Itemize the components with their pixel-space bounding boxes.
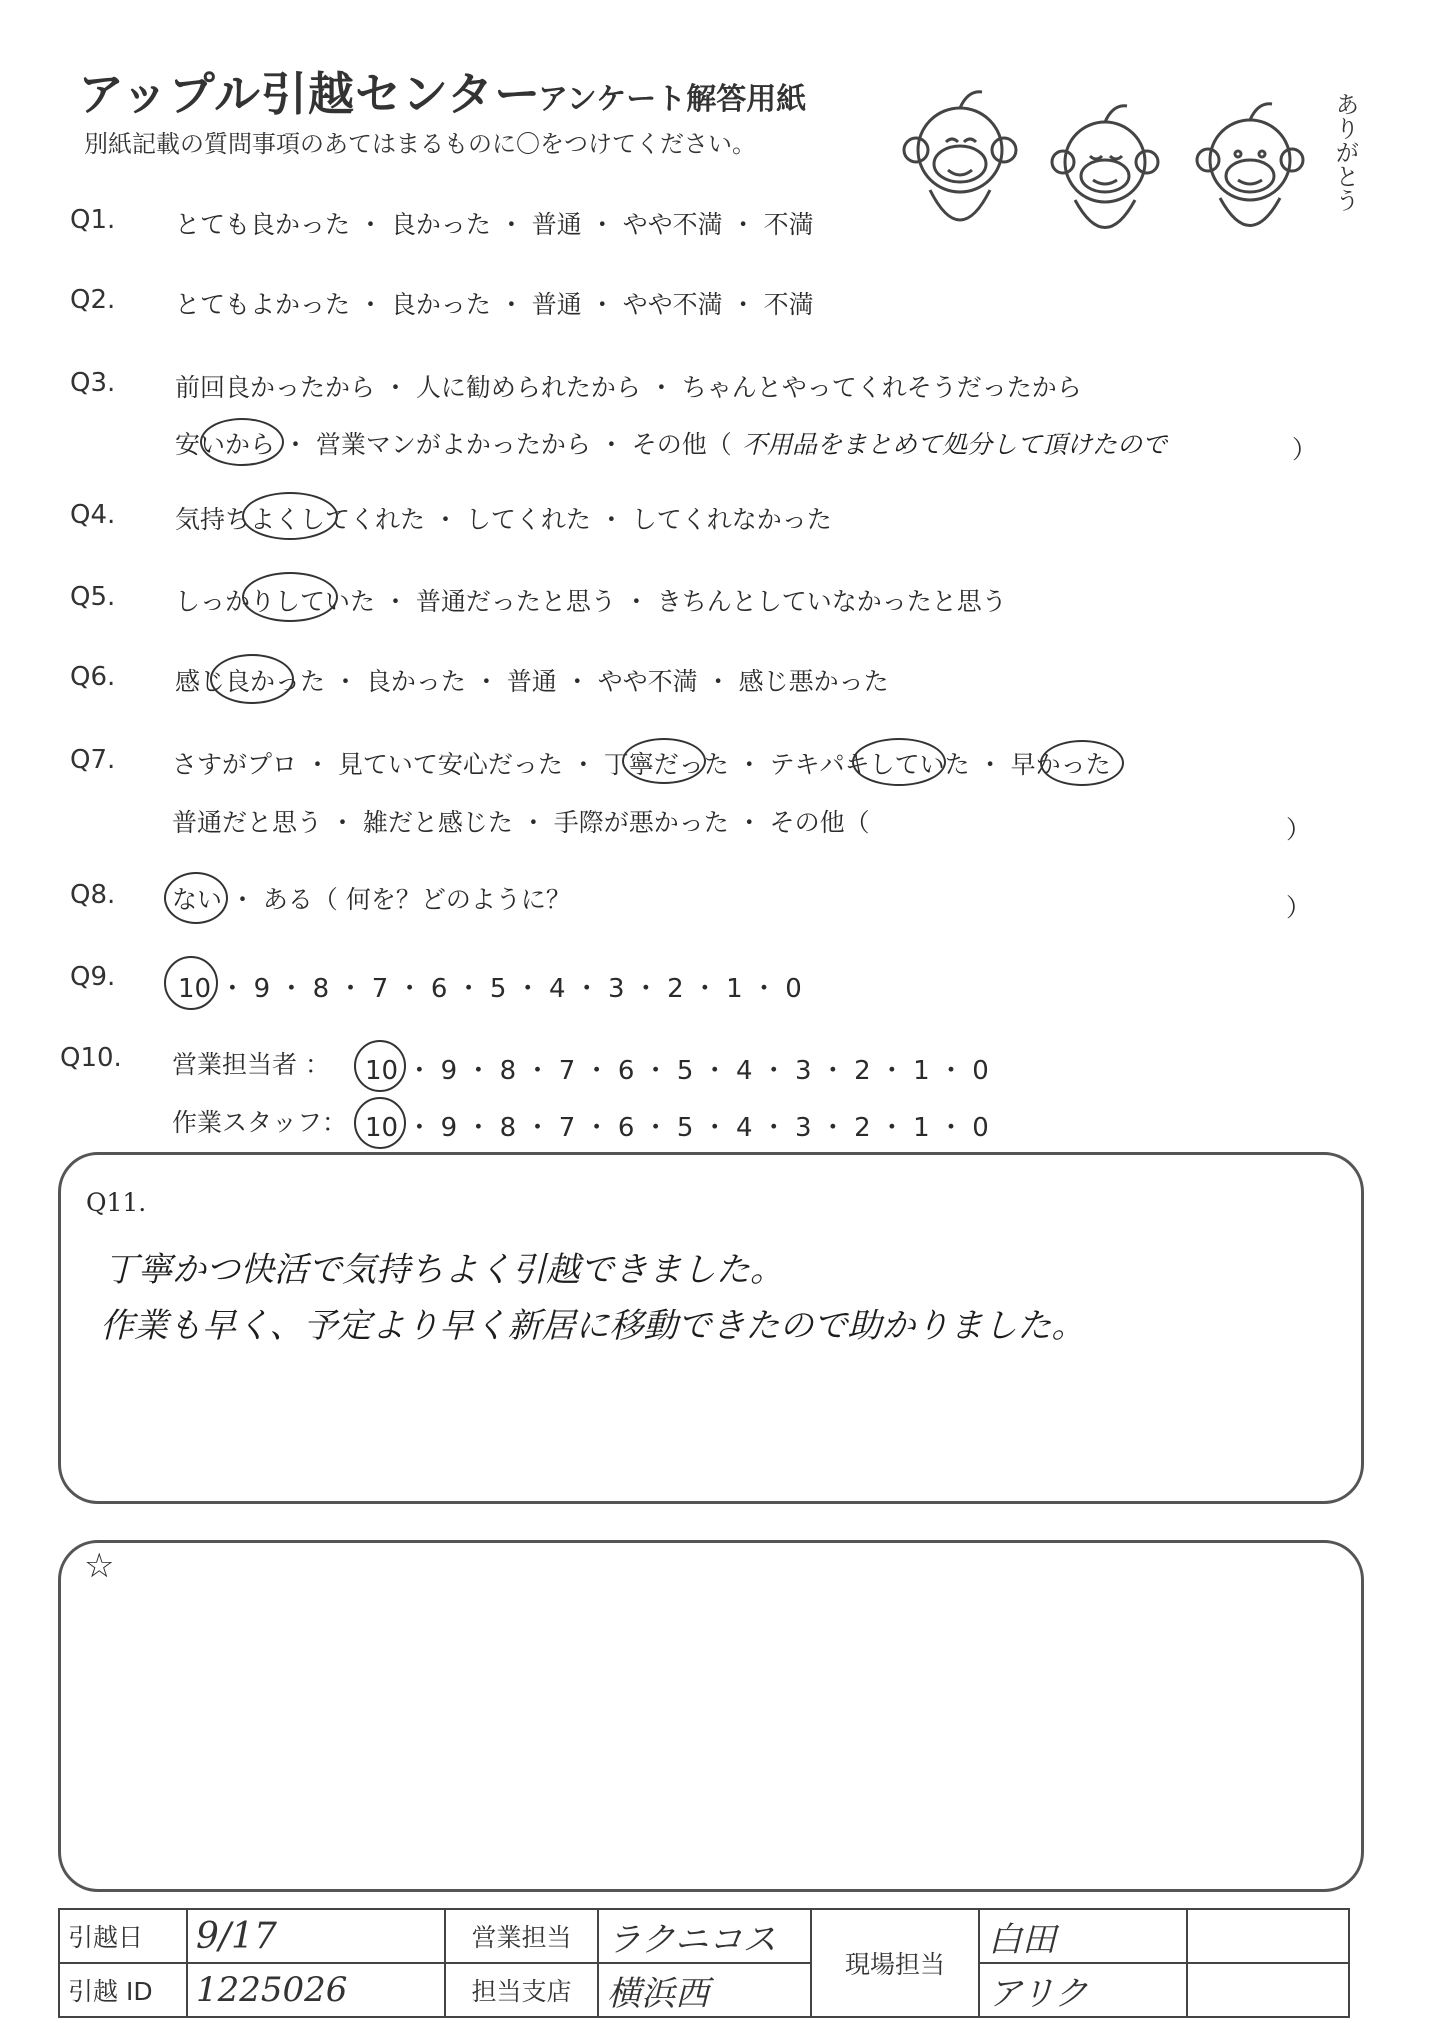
- footer-table: [58, 1908, 1350, 2018]
- move-date-label: 引越日: [59, 1909, 187, 1963]
- q7-options-line1: さすがプロ ・ 見ていて安心だった ・ 丁寧だった ・ テキパキしていた ・ 早かった: [172, 750, 1111, 779]
- q1-label: Q1.: [70, 205, 116, 235]
- thanks-text: ありがとう: [1331, 92, 1359, 212]
- q7-close-paren: ）: [1286, 815, 1312, 844]
- q8-label: Q8.: [70, 880, 116, 910]
- site-name-1: 白田: [979, 1909, 1187, 1963]
- q10-staff-label: 作業スタッフ：: [172, 1108, 348, 1137]
- q4-options: 気持ちよくしてくれた ・ してくれた ・ してくれなかった: [175, 505, 832, 534]
- site-extra-cell-2: [1187, 1963, 1349, 2017]
- q2-label: Q2.: [70, 285, 116, 315]
- q6-answer-circle: [210, 654, 294, 704]
- q8-close-paren: ）: [1286, 893, 1312, 922]
- q3-options-line2: 安いから ・ 営業マンがよかったから ・ その他（: [175, 430, 732, 459]
- star-icon: ☆: [84, 1546, 115, 1586]
- q9-label: Q9.: [70, 962, 116, 992]
- q7-label: Q7.: [70, 745, 116, 775]
- q6-label: Q6.: [70, 662, 116, 692]
- q7-answer-circle-2: [852, 738, 946, 786]
- instruction-text: 別紙記載の質問事項のあてはまるものに〇をつけてください。: [84, 130, 756, 158]
- q10-staff-answer-circle: [354, 1097, 406, 1149]
- q7-options-line2: 普通だと思う ・ 雑だと感じた ・ 手際が悪かった ・ その他（: [172, 808, 870, 837]
- company-title: アップル引越センター: [78, 67, 542, 121]
- q10-sales-label: 営業担当者 ：: [172, 1050, 330, 1079]
- q3-answer-circle: [200, 418, 284, 466]
- q10-sales-answer-circle: [354, 1040, 406, 1092]
- q7-answer-circle-3: [1040, 740, 1124, 786]
- q5-label: Q5.: [70, 582, 116, 612]
- q11-label: Q11.: [86, 1188, 147, 1217]
- move-id-value: 1225026: [187, 1963, 445, 2017]
- q5-options: しっかりしていた ・ 普通だったと思う ・ きちんとしていなかったと思う: [175, 587, 1007, 616]
- q8-options: ない ・ ある（ 何を？どのように？: [172, 885, 571, 914]
- q3-other-note: 不用品をまとめて処分して頂けたので: [742, 430, 1168, 459]
- q1-options: とても良かった ・ 良かった ・ 普通 ・ やや不満 ・ 不満: [175, 210, 814, 239]
- q10-label: Q10.: [60, 1043, 122, 1073]
- q10-sales-scale: 10 ・ 9 ・ 8 ・ 7 ・ 6 ・ 5 ・ 4 ・ 3 ・ 2 ・ 1 ・ 0: [365, 1056, 989, 1086]
- branch-name: 横浜西: [598, 1963, 811, 2017]
- sales-label: 営業担当: [445, 1909, 598, 1963]
- form-subtitle: アンケート解答用紙: [538, 82, 807, 117]
- q11-comment-line2: 作業も早く、予定より早く新居に移動できたので助かりました。: [100, 1306, 1086, 1346]
- q4-label: Q4.: [70, 500, 116, 530]
- q3-label: Q3.: [70, 368, 116, 398]
- q5-answer-circle: [242, 572, 338, 622]
- q3-close-paren: ）: [1292, 435, 1318, 464]
- sales-name: ラクニコス: [598, 1909, 811, 1963]
- q9-scale: 10 ・ 9 ・ 8 ・ 7 ・ 6 ・ 5 ・ 4 ・ 3 ・ 2 ・ 1 ・ 0: [178, 974, 802, 1004]
- q9-answer-circle: [164, 956, 218, 1010]
- branch-label: 担当支店: [445, 1963, 598, 2017]
- site-label: 現場担当: [811, 1909, 979, 2017]
- q4-answer-circle: [242, 492, 338, 540]
- site-extra-cell-1: [1187, 1909, 1349, 1963]
- q7-answer-circle-1: [622, 738, 706, 784]
- move-id-label: 引越 ID: [59, 1963, 187, 2017]
- q3-options-line1: 前回良かったから ・ 人に勧められたから ・ ちゃんとやってくれそうだったから: [175, 373, 1082, 402]
- q10-staff-scale: 10 ・ 9 ・ 8 ・ 7 ・ 6 ・ 5 ・ 4 ・ 3 ・ 2 ・ 1 ・ 0: [365, 1113, 989, 1143]
- star-comment-box: [58, 1540, 1364, 1892]
- q11-comment-line1: 丁寧かつ快活で気持ちよく引越できました。: [104, 1250, 784, 1290]
- q6-options: 感じ良かった ・ 良かった ・ 普通 ・ やや不満 ・ 感じ悪かった: [175, 667, 889, 696]
- monkey-mascots-icon: [890, 80, 1340, 250]
- q2-options: とてもよかった ・ 良かった ・ 普通 ・ やや不満 ・ 不満: [175, 290, 814, 319]
- site-name-2: アリク: [979, 1963, 1187, 2017]
- move-date-value: 9/17: [187, 1909, 445, 1963]
- q8-answer-circle: [164, 872, 228, 924]
